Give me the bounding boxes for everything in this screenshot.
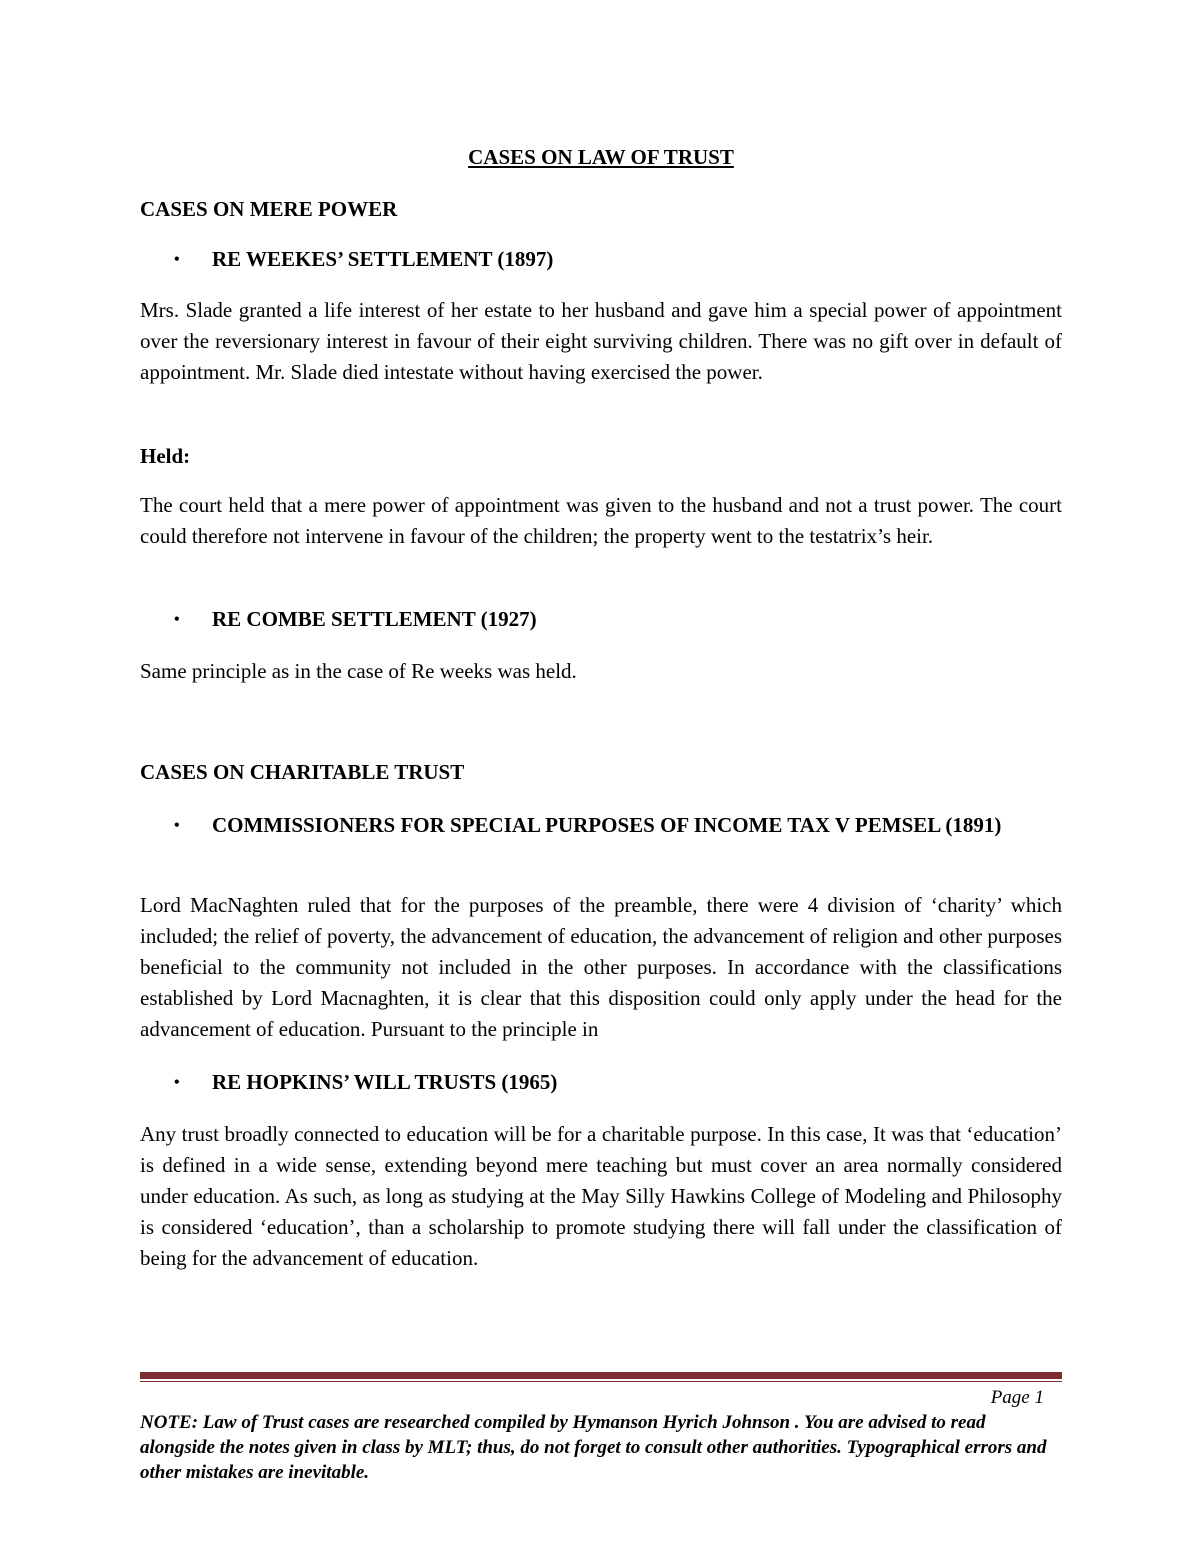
page-number: Page 1 [990,1387,1044,1408]
case-name: RE HOPKINS’ WILL TRUSTS (1965) [212,1070,558,1094]
document-title: CASES ON LAW OF TRUST [468,145,734,169]
case-heading-re-combe [140,604,1062,635]
held-label: Held: [140,444,191,468]
footer-divider [140,1372,1062,1379]
case-heading-re-weekes [140,244,1062,275]
case-facts-re-weekes: Mrs. Slade granted a life interest of her estate to her husband and gave him a special power of appointment over the reversionary interest in favour of their eight surviving children. There was no gift over in default of appointment. Mr. Slade died intestate without having exercised the power. [140,298,1062,384]
bullet-icon: • [174,1074,180,1091]
section-heading-charitable-trust: CASES ON CHARITABLE TRUST [140,760,465,784]
case-name: COMMISSIONERS FOR SPECIAL PURPOSES OF INCOME TAX V PEMSEL (1891) [212,813,1002,837]
section-heading-mere-power: CASES ON MERE POWER [140,197,398,221]
footer-note: NOTE: Law of Trust cases are researched compiled by Hymanson Hyrich Johnson . You are advised to read alongside the notes given in class by MLT; thus, do not forget to consult other authorities. Typographical errors and other mistakes are inevitable. [140,1412,1047,1483]
document-page [140,0,1062,1553]
bullet-icon: • [174,611,180,628]
case-facts-pemsel: Lord MacNaghten ruled that for the purposes of the preamble, there were 4 division of ‘charity’ which included; the relief of poverty, the advancement of education, the advancement of religion and other purposes beneficial to the community not included in the other purposes. In accordance with the classifications established by Lord Macnaghten, it is clear that this disposition could only apply under the head for the advancement of education. Pursuant to the principle in [140,893,1062,1041]
case-name: RE COMBE SETTLEMENT (1927) [212,607,537,631]
footer-divider-thin [140,1381,1062,1382]
case-facts-re-hopkins: Any trust broadly connected to education will be for a charitable purpose. In this case, It was that ‘education’ is defined in a wide sense, extending beyond mere teaching but must cover an area normally considered under education. As such, as long as studying at the May Silly Hawkins College of Modeling and Philosophy is considered ‘education’, than a scholarship to promote studying there will fall under the classification of being for the advancement of education. [140,1122,1062,1270]
bullet-icon: • [174,817,180,834]
case-name: RE WEEKES’ SETTLEMENT (1897) [212,247,554,271]
case-held-re-weekes: The court held that a mere power of appointment was given to the husband and not a trust power. The court could therefore not intervene in favour of the children; the property went to the testatrix’s heir. [140,493,1062,548]
case-heading-re-hopkins [140,1067,1062,1098]
case-heading-pemsel [140,810,1062,841]
bullet-icon: • [174,251,180,268]
case-facts-re-combe: Same principle as in the case of Re weeks was held. [140,659,577,683]
